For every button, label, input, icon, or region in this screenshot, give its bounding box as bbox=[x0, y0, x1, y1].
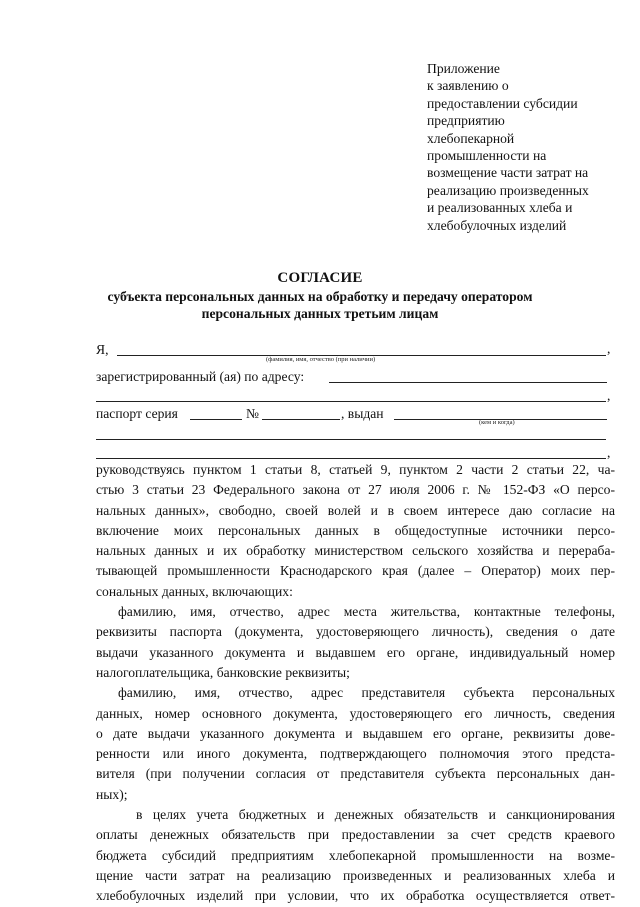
body-line: сональных данных, включающих: bbox=[96, 583, 293, 599]
body-line: выдачи указанного документа и выдавшем его органе, индивидуальный номер bbox=[96, 644, 615, 660]
body-line: тывающей промышленности Краснодарского края (далее – Оператор) моих пер- bbox=[96, 563, 615, 579]
address-label: зарегистрированный (ая) по адресу: bbox=[96, 369, 305, 384]
body-line: фамилию, имя, отчество, адрес места жительства, контактные телефоны, bbox=[118, 604, 615, 620]
comma: , bbox=[607, 341, 611, 356]
appendix-line: к заявлению о bbox=[427, 78, 509, 94]
appendix-line: предоставлении субсидии bbox=[427, 95, 578, 111]
body-line: данных, номер основного документа, удостоверяющего его личность, сведения bbox=[96, 705, 615, 721]
body-line: хлебобулочных изделий при условии, что их обработка осуществляется ответ- bbox=[96, 888, 615, 904]
full-name-caption: (фамилия, имя, отчество (при наличии) bbox=[266, 356, 376, 363]
consent-body bbox=[96, 460, 615, 907]
body-line: в целях учета бюджетных и денежных обязательств и санкционирования bbox=[136, 807, 615, 823]
passport-series-label: паспорт серия bbox=[96, 406, 178, 421]
body-line: оплаты денежных обязательств при предоставлении за счет средств краевого bbox=[96, 827, 615, 843]
appendix-line: и реализованных хлеба и bbox=[427, 200, 573, 216]
issued-label: , выдан bbox=[341, 406, 384, 421]
appendix-line: хлебобулочных изделий bbox=[427, 217, 567, 233]
body-line: реквизиты паспорта (документа, удостоверяющего личность), сведения о дате bbox=[96, 624, 615, 640]
appendix-line: хлебопекарной bbox=[427, 130, 515, 146]
appendix-line: реализацию произведенных bbox=[427, 182, 589, 198]
appendix-line: Приложение bbox=[427, 61, 500, 76]
appendix-note bbox=[427, 60, 627, 234]
body-line: включение моих персональных данных в общедоступные источники персо- bbox=[96, 522, 615, 538]
body-line: нальных данных», свободно, своей волей и в своем интересе даю согласие на bbox=[96, 502, 615, 518]
address-field-continuation[interactable] bbox=[96, 401, 606, 402]
document-subtitle-line-1: субъекта персональных данных на обработку и передачу оператором bbox=[107, 289, 533, 304]
comma: , bbox=[607, 445, 611, 460]
body-line: о дате выдачи указанного документа и выдавшем его органе, реквизиты дове- bbox=[96, 725, 615, 741]
issued-by-caption: (кем и когда) bbox=[479, 419, 515, 426]
body-line: ренности или иного документа, подтверждающего полномочия этого предста- bbox=[96, 746, 615, 762]
issued-by-field-continuation[interactable] bbox=[96, 439, 606, 440]
body-line: фамилию, имя, отчество, адрес представителя субъекта персональных bbox=[118, 685, 615, 701]
body-line: нальных данных и их обработку министерством сельского хозяйства и перераба- bbox=[96, 543, 615, 559]
appendix-line: промышленности на bbox=[427, 148, 547, 164]
appendix-line: предприятию bbox=[427, 113, 505, 129]
document-title: СОГЛАСИЕ bbox=[277, 270, 363, 286]
issued-by-field-continuation[interactable] bbox=[96, 458, 606, 459]
body-line: налогоплательщика, банковские реквизиты; bbox=[96, 664, 350, 680]
comma: , bbox=[607, 388, 611, 403]
passport-number-label: № bbox=[246, 406, 259, 421]
body-line: вителя (при получении согласия от представителя субъекта персональных дан- bbox=[96, 766, 615, 782]
body-line: бюджета субсидий предприятиям хлебопекарной промышленности на возме- bbox=[96, 847, 615, 863]
passport-series-field[interactable] bbox=[190, 419, 242, 420]
body-line: ных); bbox=[96, 786, 128, 802]
appendix-line: возмещение части затрат на bbox=[427, 165, 589, 181]
passport-number-field[interactable] bbox=[262, 419, 340, 420]
body-line: стью 3 статьи 23 Федерального закона от 27 июля 2006 г. № 152-ФЗ «О персо- bbox=[96, 482, 615, 498]
document-subtitle-line-2: персональных данных третьим лицам bbox=[201, 306, 439, 321]
body-line: руководствуясь пунктом 1 статьи 8, статьей 9, пунктом 2 части 2 статьи 22, ча- bbox=[96, 462, 615, 477]
address-field[interactable] bbox=[329, 382, 607, 383]
body-line: щение части затрат на реализацию произведенных и реализованных хлеба и bbox=[96, 867, 615, 883]
i-label: Я, bbox=[96, 342, 109, 357]
